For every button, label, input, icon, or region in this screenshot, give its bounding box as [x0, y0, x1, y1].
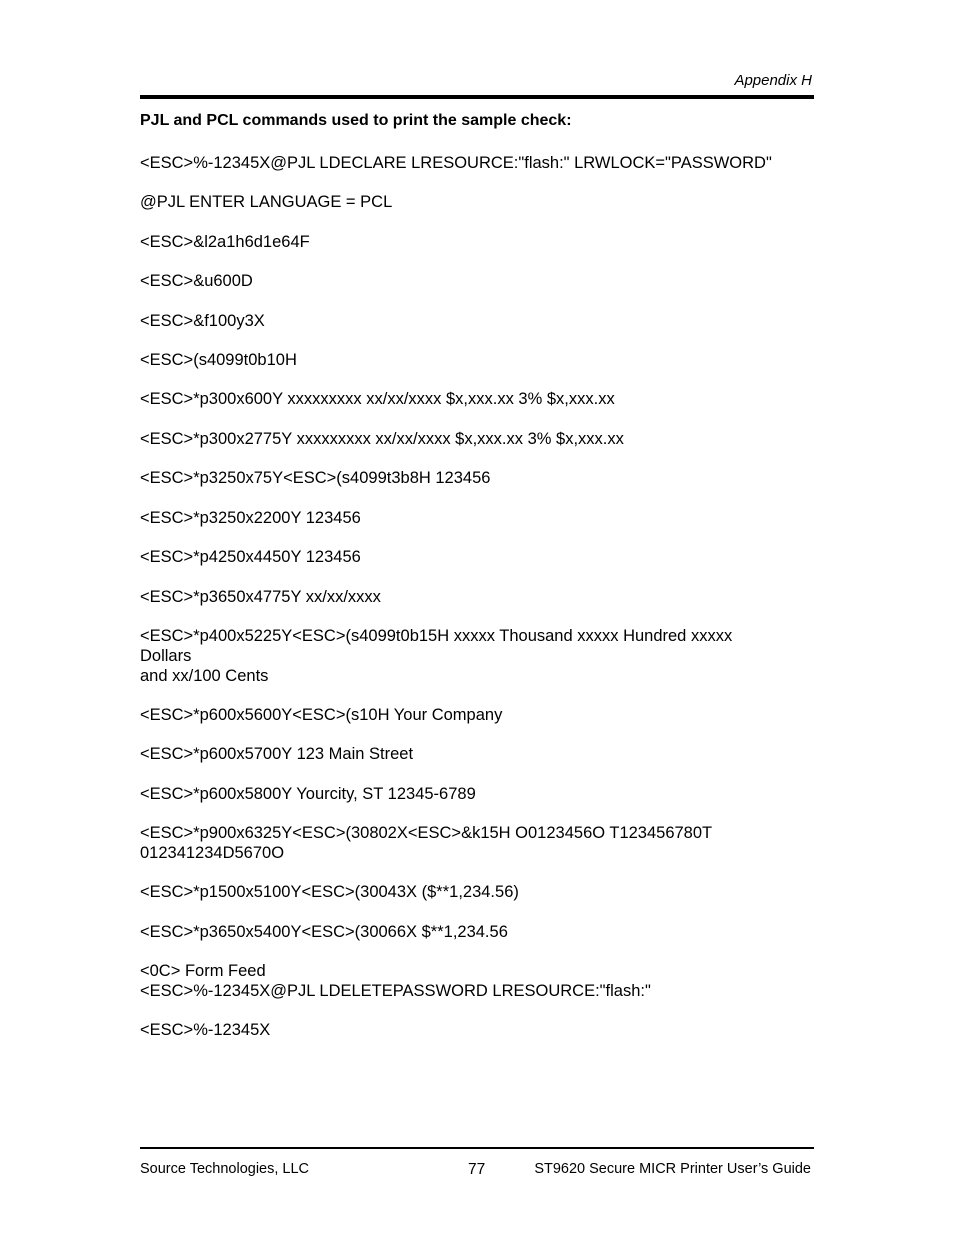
command-text: <ESC>%-12345X@PJL LDECLARE LRESOURCE:"flash:" LRWLOCK="PASSWORD" — [140, 154, 772, 172]
command-text: <ESC>*p1500x5100Y<ESC>(30043X ($**1,234.56) — [140, 883, 519, 901]
footer-page-number: 77 — [468, 1161, 486, 1178]
command-text: <ESC>*p600x5800Y Yourcity, ST 12345-6789 — [140, 785, 476, 803]
command-line — [140, 705, 800, 725]
command-text: <ESC>*p600x5700Y 123 Main Street — [140, 745, 414, 763]
command-line — [140, 429, 800, 449]
command-text: <ESC>*p3650x5400Y<ESC>(30066X $**1,234.56 — [140, 923, 508, 941]
command-text-continued: 012341234D5670O — [140, 844, 285, 862]
command-line — [140, 468, 800, 488]
command-text: <ESC>*p3250x2200Y 123456 — [140, 509, 361, 527]
footer-company: Source Technologies, LLC — [140, 1161, 310, 1177]
command-text: <0C> Form Feed — [140, 962, 266, 980]
command-text: <ESC>&u600D — [140, 272, 253, 290]
section-title: PJL and PCL commands used to print the sample check: — [140, 112, 572, 129]
command-line — [140, 232, 800, 252]
command-line — [140, 153, 800, 173]
command-text-continued: Dollars — [140, 647, 192, 665]
command-line — [140, 271, 800, 291]
command-line — [140, 626, 800, 686]
command-line — [140, 882, 800, 902]
command-line — [140, 587, 800, 607]
command-text: <ESC>(s4099t0b10H — [140, 351, 297, 369]
command-text: @PJL ENTER LANGUAGE = PCL — [140, 193, 393, 211]
header-appendix-label: Appendix H — [734, 72, 812, 89]
command-text: <ESC>*p3650x4775Y xx/xx/xxxx — [140, 588, 381, 606]
command-text: <ESC>*p600x5600Y<ESC>(s10H Your Company — [140, 706, 503, 724]
command-line — [140, 311, 800, 331]
command-line — [140, 192, 800, 212]
command-text: <ESC>*p3250x75Y<ESC>(s4099t3b8H 123456 — [140, 469, 491, 487]
command-text-continued: and xx/100 Cents — [140, 667, 269, 685]
command-line — [140, 350, 800, 370]
command-line — [140, 823, 800, 863]
command-line — [140, 961, 800, 1001]
command-text: <ESC>*p4250x4450Y 123456 — [140, 548, 361, 566]
command-line — [140, 547, 800, 567]
header-rule — [140, 95, 814, 99]
command-line — [140, 389, 800, 409]
command-line — [140, 744, 800, 764]
command-text-continued: <ESC>%-12345X@PJL LDELETEPASSWORD LRESOURCE:"flash:" — [140, 982, 651, 1000]
command-text: <ESC>&f100y3X — [140, 312, 265, 330]
command-text: <ESC>*p400x5225Y<ESC>(s4099t0b15H xxxxx Thousand xxxxx Hundred xxxxx — [140, 627, 733, 645]
command-text: <ESC>*p300x600Y xxxxxxxxx xx/xx/xxxx $x,xxx.xx 3% $x,xxx.xx — [140, 390, 615, 408]
footer-guide-title: ST9620 Secure MICR Printer User’s Guide — [534, 1161, 811, 1177]
command-text: <ESC>*p300x2775Y xxxxxxxxx xx/xx/xxxx $x,xxx.xx 3% $x,xxx.xx — [140, 430, 624, 448]
footer-rule — [140, 1147, 814, 1149]
command-text: <ESC>&l2a1h6d1e64F — [140, 233, 310, 251]
command-text: <ESC>%-12345X — [140, 1021, 271, 1039]
command-line — [140, 508, 800, 528]
command-line — [140, 784, 800, 804]
command-line — [140, 1020, 800, 1040]
command-text: <ESC>*p900x6325Y<ESC>(30802X<ESC>&k15H O0123456O T123456780T — [140, 824, 713, 842]
command-line — [140, 922, 800, 942]
